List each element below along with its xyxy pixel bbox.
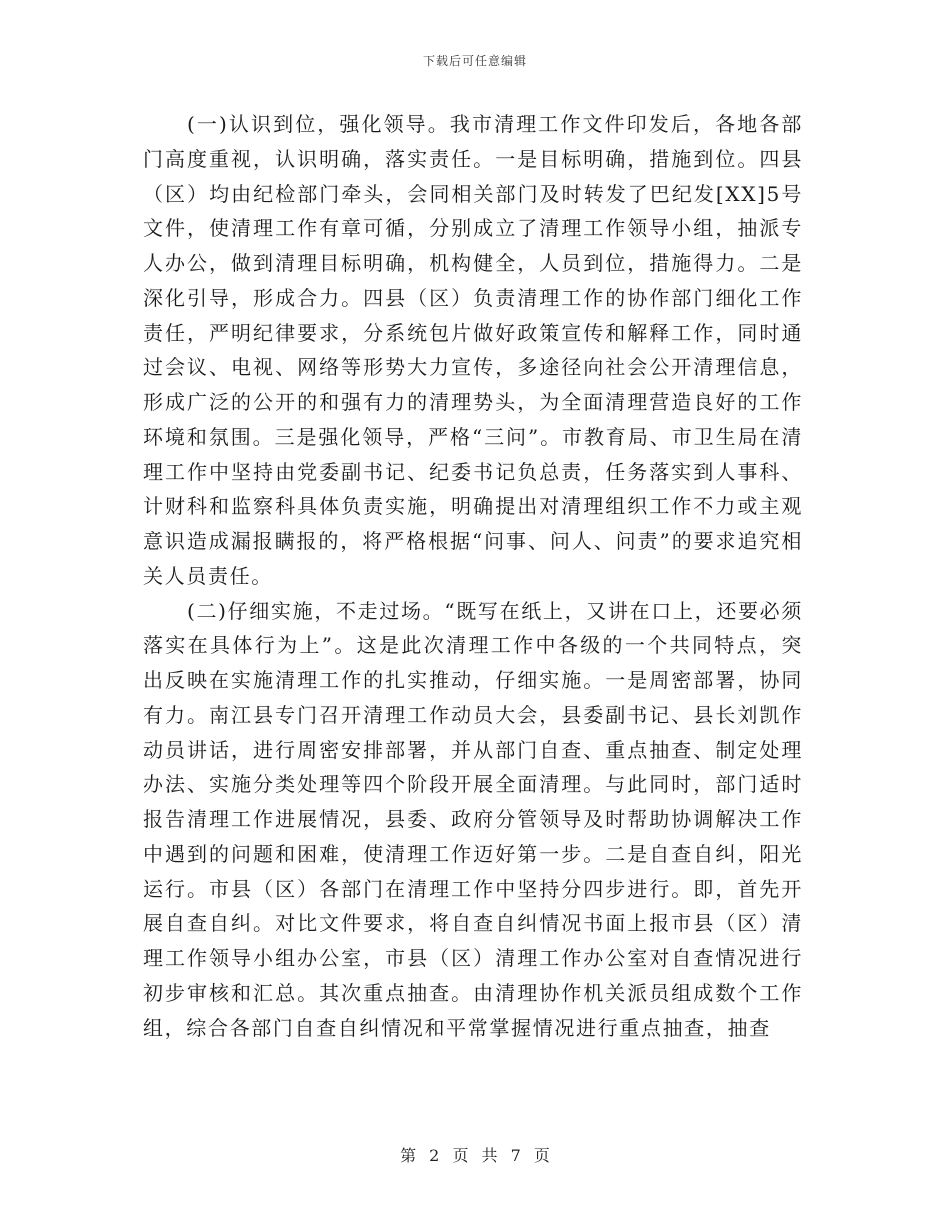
document-body xyxy=(143,107,803,1045)
page-header: 下载后可任意编辑 xyxy=(422,54,527,68)
paragraph-1: (一)认识到位，强化领导。我市清理工作文件印发后，各地各部门高度重视，认识明确，落实责任。一是目标明确，措施到位。四县（区）均由纪检部门牵头，会同相关部门及时转发了巴纪发[XX]5号文件，使清理工作有章可循，分别成立了清理工作领导小组，抽派专人办公，做到清理目标明确，机构健全，人员到位，措施得力。二是深化引导，形成合力。四县（区）负责清理工作的协作部门细化工作责任，严明纪律要求，分系统包片做好政策宣传和解释工作，同时通过会议、电视、网络等形势大力宣传，多途径向社会公开清理信息，形成广泛的公开的和强有力的清理势头，为全面清理营造良好的工作环境和氛围。三是强化领导，严格“三问”。市教育局、市卫生局在清理工作中坚持由党委副书记、纪委书记负总责，任务落实到人事科、计财科和监察科具体负责实施，明确提出对清理组织工作不力或主观意识造成漏报瞒报的，将严格根据“问事、问人、问责”的要求追究相关人员责任。 xyxy=(143,112,803,588)
page-number-footer: 第 2 页 共 7 页 xyxy=(400,1146,550,1165)
paragraph-2: (二)仔细实施，不走过场。“既写在纸上，又讲在口上，还要必须落实在具体行为上”。这是此次清理工作中各级的一个共同特点，突出反映在实施清理工作的扎实推动，仔细实施。一是周密部署，协同有力。南江县专门召开清理工作动员大会，县委副书记、县长刘凯作动员讲话，进行周密安排部署，并从部门自查、重点抽查、制定处理办法、实施分类处理等四个阶段开展全面清理。与此同时，部门适时报告清理工作进展情况，县委、政府分管领导及时帮助协调解决工作中遇到的问题和困难，使清理工作迈好第一步。二是自查自纠，阳光运行。市县（区）各部门在清理工作中坚持分四步进行。即，首先开展自查自纠。对比文件要求，将自查自纠情况书面上报市县（区）清理工作领导小组办公室，市县（区）清理工作办公室对自查情况进行初步审核和汇总。其次重点抽查。由清理协作机关派员组成数个工作组，综合各部门自查自纠情况和平常掌握情况进行重点抽查，抽查 xyxy=(143,598,803,1040)
